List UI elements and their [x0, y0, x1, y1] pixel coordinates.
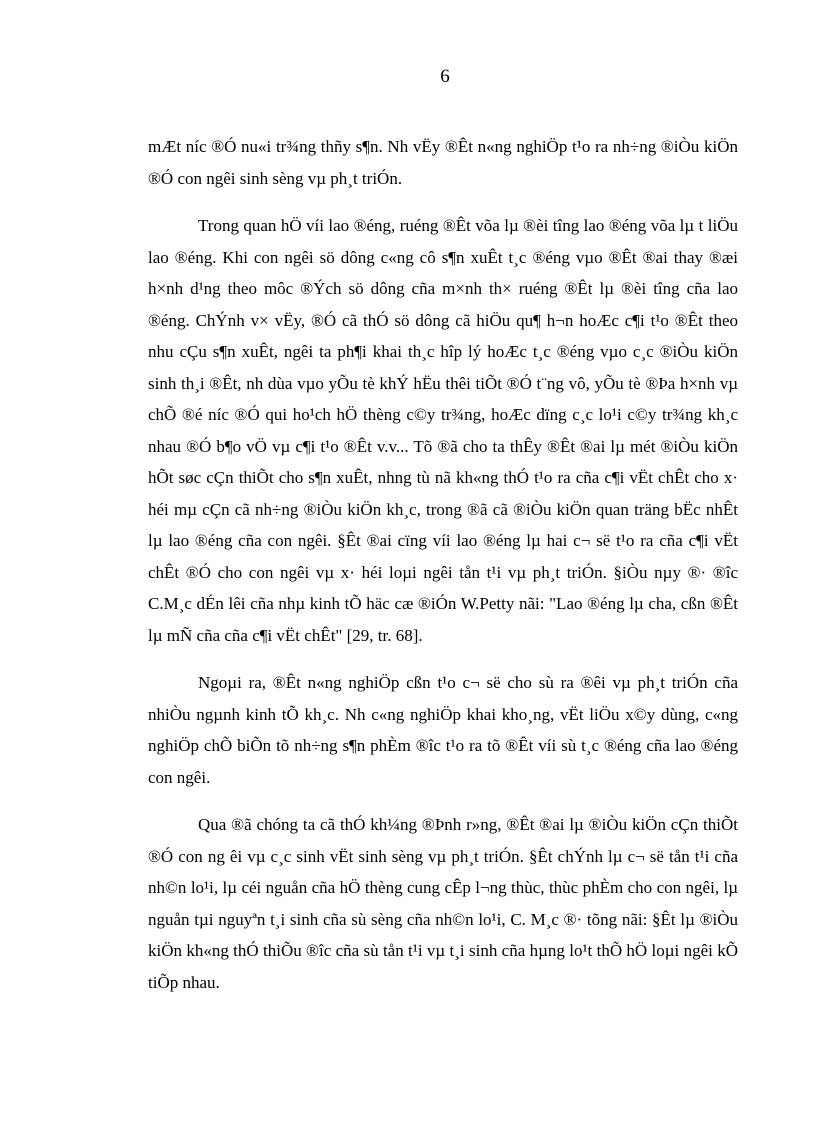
paragraph-4: Qua ®ã chóng ta cã thÓ kh¼ng ®Þnh r»ng, ®Êt ®ai lµ ®iÒu kiÖn cÇn thiÕt ®Ó con ng êi vµ c¸c sinh vËt sinh sèng vµ ph¸t triÓn. §Êt chÝnh lµ c¬ së tån t¹i cña nh©n lo¹i, lµ céi nguån cña hÖ thèng cung cÊp l¬ng thùc, thùc phÈm cho con ngêi, lµ nguån tµi nguyªn t¸i sinh cña sù sèng cña nh©n lo¹i, C. M¸c ®· tõng nãi: §Êt lµ ®iÒu kiÖn kh«ng thÓ thiÕu ®îc cña sù tån t¹i vµ t¸i sinh cña hµng lo¹t thÕ hÖ loµi ngêi kÕ tiÕp nhau.	[148, 815, 738, 992]
paragraph-2: Trong quan hÖ víi lao ®éng, ruéng ®Êt võa lµ ®èi tîng lao ®éng võa lµ t liÖu lao ®éng. Khi con ngêi sö dông c«ng cô s¶n xuÊt t¸c ®éng vµo ®Êt ®ai thay ®æi h×nh d¹ng theo môc ®Ých sö dông cña m×nh th× ruéng ®Êt lµ ®èi tîng cña lao ®éng. ChÝnh v× vËy, ®Ó cã thÓ sö dông cã hiÖu qu¶ h¬n hoÆc c¶i t¹o ®Êt theo nhu cÇu s¶n xuÊt, ngêi ta ph¶i khai th¸c hîp lý hoÆc t¸c ®éng vµo c¸c ®iÒu kiÖn sinh th¸i ®Êt, nh dùa vµo yÕu tè khÝ hËu thêi tiÕt ®Ó t¨ng vô, yÕu tè ®Þa h×nh vµ chÕ ®é níc ®Ó qui ho¹ch hÖ thèng c©y tr¾ng, hoÆc dïng c¸c lo¹i c©y tr¾ng kh¸c nhau ®Ó b¶o vÖ vµ c¶i t¹o ®Êt v.v... Tõ ®ã cho ta thÊy ®Êt ®ai lµ mét ®iÒu kiÖn hÕt søc cÇn thiÕt cho s¶n xuÊt, nhng tù nã kh«ng thÓ t¹o ra cña c¶i vËt chÊt cho x· héi mµ cÇn cã nh÷ng ®iÒu kiÖn kh¸c, trong ®ã cã ®iÒu kiÖn quan träng bËc nhÊt lµ lao ®éng cña con ngêi. §Êt ®ai cïng víi lao ®éng lµ hai c¬ së t¹o ra cña c¶i vËt chÊt ®Ó cho con ngêi vµ x· héi loµi ngêi tån t¹i vµ ph¸t triÓn. §iÒu nµy ®· ®îc C.M¸c dÉn lêi cña nhµ kinh tÕ häc cæ ®iÓn W.Petty nãi: "Lao ®éng lµ cha, cßn ®Êt lµ mÑ cña cña c¶i vËt chÊt" [29, tr. 68].	[148, 216, 738, 645]
paragraph-1: mÆt níc ®Ó nu«i tr¾ng thñy s¶n. Nh vËy ®Êt n«ng nghiÖp t¹o ra nh÷ng ®iÒu kiÖn ®Ó con ngêi sinh sèng vµ ph¸t triÓn.	[148, 137, 738, 188]
paragraph-3: Ngoµi ra, ®Êt n«ng nghiÖp cßn t¹o c¬ së cho sù ra ®êi vµ ph¸t triÓn cña nhiÒu ngµnh kinh tÕ kh¸c. Nh c«ng nghiÖp khai kho¸ng, vËt liÖu x©y dùng, c«ng nghiÖp chÕ biÕn tõ nh÷ng s¶n phÈm ®îc t¹o ra tõ ®Êt víi sù t¸c ®éng cña lao ®éng con ngêi.	[148, 673, 738, 787]
document-body	[148, 131, 738, 1014]
page-number: 6	[440, 66, 450, 87]
